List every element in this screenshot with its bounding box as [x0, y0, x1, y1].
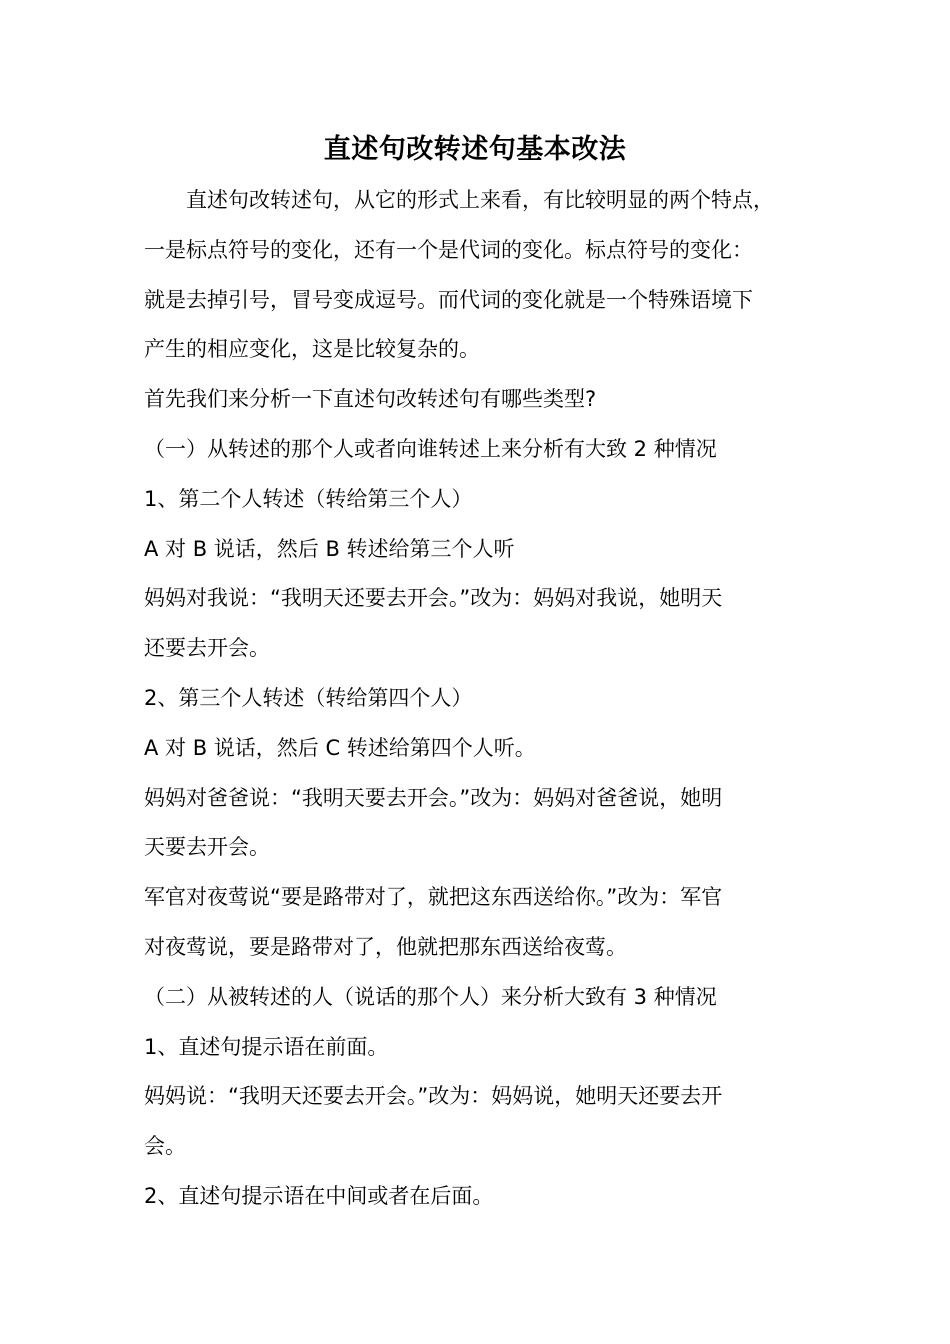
example-line: 天要去开会。: [144, 835, 270, 860]
paragraph-line: 就是去掉引号，冒号变成逗号。而代词的变化就是一个特殊语境下: [144, 287, 753, 312]
subheading-1-2: 2、第三个人转述（转给第四个人）: [144, 685, 473, 710]
example-line: 会。: [144, 1134, 186, 1159]
description-line: A 对 B 说话，然后 B 转述给第三个人听: [144, 536, 515, 561]
paragraph-line: 产生的相应变化，这是比较复杂的。: [144, 337, 480, 362]
section-heading-2: （二）从被转述的人（说话的那个人）来分析大致有 3 种情况: [144, 984, 717, 1009]
document-body: [144, 176, 814, 1222]
subheading-1-1: 1、第二个人转述（转给第三个人）: [144, 486, 473, 511]
example-line: 妈妈说：“我明天还要去开会。”改为：妈妈说，她明天还要去开: [144, 1084, 723, 1109]
example-line: 妈妈对爸爸说：“我明天要去开会。”改为：妈妈对爸爸说，她明: [144, 785, 723, 810]
paragraph-line: 直述句改转述句，从它的形式上来看，有比较明显的两个特点，: [144, 188, 774, 212]
example-line: 军官对夜莺说“要是路带对了，就把这东西送给你。”改为：军官: [144, 885, 723, 910]
section-heading-1: （一）从转述的那个人或者向谁转述上来分析有大致 2 种情况: [144, 436, 717, 461]
description-line: A 对 B 说话，然后 C 转述给第四个人听。: [144, 735, 536, 760]
example-line: 还要去开会。: [144, 636, 270, 661]
question-line: 首先我们来分析一下直述句改转述句有哪些类型?: [144, 387, 597, 412]
paragraph-line: 一是标点符号的变化，还有一个是代词的变化。标点符号的变化：: [144, 237, 753, 262]
document-title: 直述句改转述句基本改法: [323, 134, 627, 165]
example-line: 对夜莺说，要是路带对了，他就把那东西送给夜莺。: [144, 934, 627, 959]
subheading-2-2: 2、直述句提示语在中间或者在后面。: [144, 1183, 494, 1208]
subheading-2-1: 1、直述句提示语在前面。: [144, 1034, 389, 1059]
example-line: 妈妈对我说：“我明天还要去开会。”改为：妈妈对我说，她明天: [144, 586, 723, 611]
